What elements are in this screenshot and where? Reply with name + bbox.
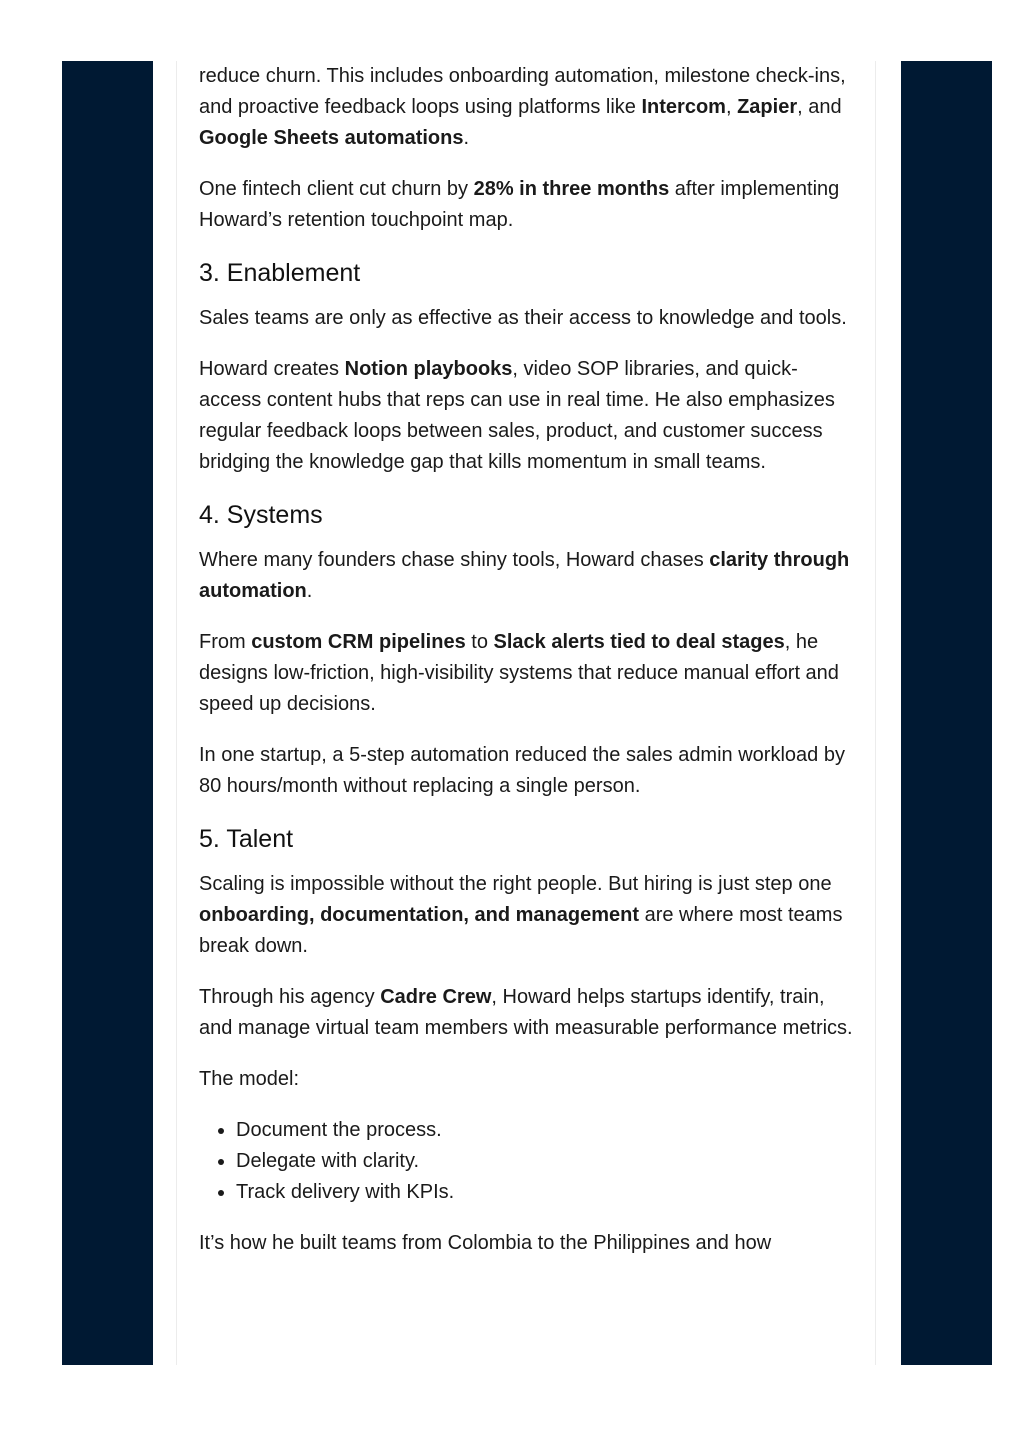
list-item: • Document the process. <box>236 1115 859 1146</box>
paragraph-colombia: It’s how he built teams from Colombia to the Philippines and how <box>199 1232 772 1254</box>
content-border-left <box>176 61 177 1365</box>
paragraph-cadre-crew <box>199 982 859 1044</box>
bold-crm-pipelines: custom CRM pipelines <box>251 631 466 653</box>
bold-onboarding-management: onboarding, documentation, and management <box>199 904 640 926</box>
text-run: , video SOP libraries, and quick-access content hubs that reps can use in real time. He also emphasizes regular feedback loops between sales, product, and customer success bridging the knowledge gap that kills momentum in small teams. <box>199 358 835 473</box>
bold-notion-playbooks: Notion playbooks <box>344 358 513 380</box>
right-side-bar <box>901 61 992 1365</box>
paragraph-notion-playbooks <box>199 354 859 478</box>
article-content <box>199 61 859 1365</box>
paragraph-the-model: The model: <box>199 1068 300 1090</box>
paragraph-fintech-result <box>199 174 859 236</box>
text-run: Scaling is impossible without the right people. But hiring is just step one <box>199 873 832 895</box>
left-side-bar <box>62 61 153 1365</box>
bold-zapier: Zapier <box>737 96 798 118</box>
text-run: Howard creates <box>199 358 345 380</box>
bold-cadre-crew: Cadre Crew <box>380 986 492 1008</box>
text-run: Where many founders chase shiny tools, Howard chases <box>199 549 710 571</box>
list-item: • Delegate with clarity. <box>236 1146 859 1177</box>
text-run: are where most teams break down. <box>199 904 843 957</box>
text-run: From <box>199 631 252 653</box>
text-run: to <box>465 631 494 653</box>
paragraph-scaling <box>199 869 859 962</box>
text-run: reduce churn. This includes onboarding automation, milestone check-ins, and proactive feedback loops using platforms like <box>199 65 846 118</box>
paragraph-founders <box>199 545 859 607</box>
text-run: , Howard helps startups identify, train, and manage virtual team members with measurable performance metrics. <box>199 986 853 1039</box>
text-run: . <box>463 127 470 149</box>
bold-intercom: Intercom <box>641 96 726 118</box>
bold-slack-alerts: Slack alerts tied to deal stages <box>493 631 785 653</box>
text-run: , <box>725 96 738 118</box>
paragraph-retention-tools <box>199 61 859 154</box>
heading-talent: 5. Talent <box>199 825 294 853</box>
text-run: , and <box>797 96 842 118</box>
text-run: , he designs low-friction, high-visibility systems that reduce manual effort and speed up decisions. <box>199 631 839 715</box>
bold-churn-stat: 28% in three months <box>473 178 670 200</box>
paragraph-startup-automation: In one startup, a 5-step automation reduced the sales admin workload by 80 hours/month without replacing a single person. <box>199 744 845 797</box>
heading-enablement: 3. Enablement <box>199 259 361 287</box>
bold-clarity-automation: clarity through automation <box>199 549 850 602</box>
content-border-right <box>875 61 876 1365</box>
paragraph-crm-pipelines <box>199 627 859 720</box>
model-list <box>199 1115 859 1208</box>
text-run: Through his agency <box>199 986 381 1008</box>
text-run: . <box>306 580 313 602</box>
bold-google-sheets: Google Sheets automations <box>199 127 464 149</box>
list-item: • Track delivery with KPIs. <box>236 1177 859 1208</box>
text-run: after implementing Howard’s retention touchpoint map. <box>199 178 840 231</box>
paragraph-sales-teams: Sales teams are only as effective as their access to knowledge and tools. <box>199 307 847 329</box>
heading-systems: 4. Systems <box>199 501 323 529</box>
text-run: One fintech client cut churn by <box>199 178 474 200</box>
